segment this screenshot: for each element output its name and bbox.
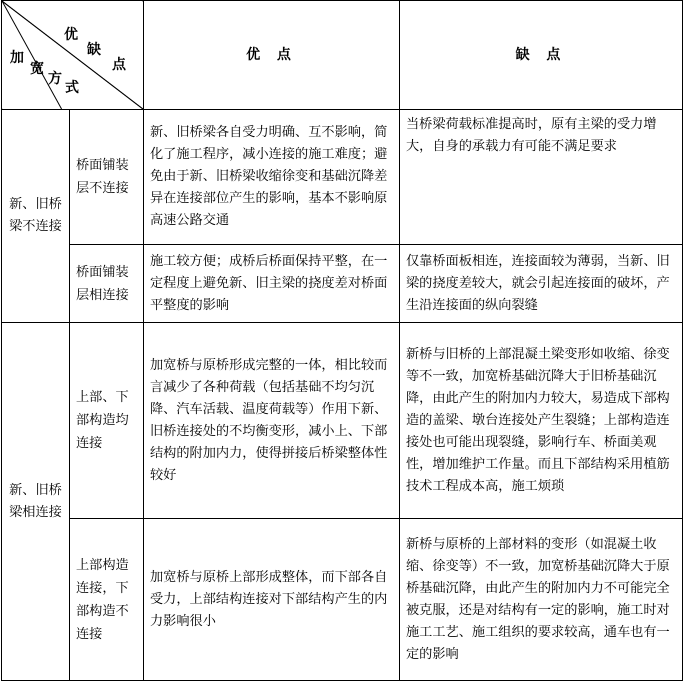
table-row: [2, 519, 683, 681]
method-label: 桥面铺装层不连接: [70, 110, 144, 245]
diag-label-kuan: 宽: [30, 61, 44, 77]
diagonal-header-cell: [2, 1, 144, 110]
header-row: [2, 1, 683, 110]
table-row: [2, 245, 683, 323]
cons-cell: 新桥与原桥的上部材料的变形（如混凝土收缩、徐变等）不一致，加宽桥基础沉降大于原桥基础沉降，由此产生的附加内力不可能完全被克服，还是对结构有一定的影响，施工时对施工工艺、施工组织的要求较高，通车也有一定的影响: [400, 519, 683, 681]
group-label: 新、旧桥梁不连接: [2, 110, 70, 323]
diag-label-jia: 加: [10, 50, 24, 66]
diag-label-you: 优: [64, 27, 78, 43]
pros-cell: 加宽桥与原桥上部形成整体，而下部各自受力，上部结构连接对下部结构产生的内力影响很小: [144, 519, 400, 681]
cons-cell: 仅靠桥面板相连，连接面较为薄弱，当新、旧梁的挠度差较大，就会引起连接面的破坏，产生沿连接面的纵向裂缝: [400, 245, 683, 323]
header-cons: 缺 点: [400, 1, 683, 110]
comparison-table: [1, 0, 683, 681]
method-label: 上部、下部构造均连接: [70, 323, 144, 519]
table-row: [2, 110, 683, 245]
diag-label-que: 缺: [87, 42, 101, 58]
method-label: 桥面铺装层相连接: [70, 245, 144, 323]
group-label: 新、旧桥梁相连接: [2, 323, 70, 681]
cons-cell: 当桥梁荷载标准提高时，原有主梁的受力增大，自身的承载力有可能不满足要求: [400, 110, 683, 245]
pros-cell: 加宽桥与原桥形成完整的一体，相比较而言减少了各种荷载（包括基础不均匀沉降、汽车活载、温度荷载等）作用下新、旧桥连接处的不均衡变形，减小上、下部结构的附加内力，使得拼接后桥梁整体性较好: [144, 323, 400, 519]
method-label: 上部构造连接，下部构造不连接: [70, 519, 144, 681]
header-pros: 优 点: [144, 1, 400, 110]
diag-label-dian: 点: [112, 57, 126, 73]
pros-cell: 新、旧桥梁各自受力明确、互不影响，简化了施工程序，减小连接的施工难度；避免由于新、旧桥梁收缩徐变和基础沉降差异在连接部位产生的影响，基本不影响原高速公路交通: [144, 110, 400, 245]
diag-label-shi: 式: [65, 80, 79, 96]
diag-label-fang: 方: [48, 71, 62, 87]
table-row: [2, 323, 683, 519]
pros-cell: 施工较方便；成桥后桥面保持平整，在一定程度上避免新、旧主梁的挠度差对桥面平整度的影响: [144, 245, 400, 323]
cons-cell: 新桥与旧桥的上部混凝土梁变形如收缩、徐变等不一致，加宽桥基础沉降大于旧桥基础沉降，由此产生的附加内力较大，易造成下部构造的盖梁、墩台连接处产生裂缝；上部构造连接处也可能出现裂缝，影响行车、桥面美观性，增加维护工作量。而且下部结构采用植筋技术工程成本高，施工烦琐: [400, 323, 683, 519]
